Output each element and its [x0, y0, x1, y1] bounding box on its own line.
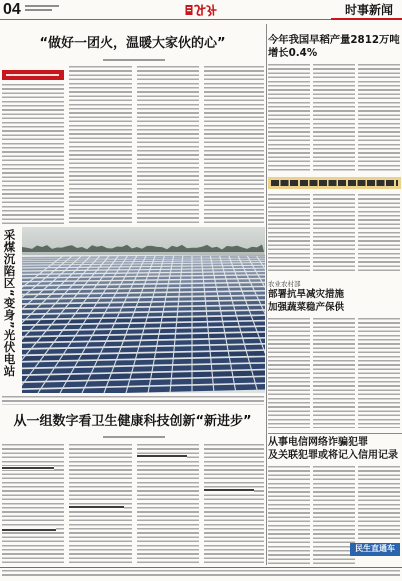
footer-rule — [0, 567, 402, 568]
photo-story-title: 采煤沉陷区“变身”光伏电站 — [2, 229, 17, 378]
body-text-column — [268, 194, 310, 272]
body-text-column — [137, 66, 199, 224]
photo-caption — [2, 396, 264, 405]
header-rule — [0, 19, 331, 20]
solar-farm-photo — [22, 227, 265, 393]
body-text-column — [313, 466, 355, 565]
footer-text — [2, 570, 400, 576]
body-text-column — [358, 318, 400, 428]
fraud-story-headline-line2: 及关联犯罪或将记入信用记录 — [268, 450, 398, 461]
section-title: 时事新闻 — [345, 3, 394, 17]
body-text-column — [268, 466, 310, 565]
article-subhead — [69, 505, 124, 509]
date-line — [25, 9, 52, 11]
body-text-column — [313, 194, 355, 272]
article-subhead — [204, 488, 254, 492]
body-text-column — [313, 318, 355, 428]
section-rule — [331, 18, 402, 20]
body-text-column — [358, 194, 400, 272]
agri-story-headline-line1: 部署抗旱减灾措施 — [268, 289, 345, 300]
haze — [22, 252, 265, 322]
body-text-column — [204, 444, 264, 565]
main-story-headline: “做好一团火，温暖大家伙的心” — [39, 36, 226, 51]
rice-story-headline-line1: 今年我国早稻产量2812万吨 — [268, 34, 400, 46]
agri-story-headline-line2: 加强蔬菜稳产保供 — [268, 302, 345, 313]
article-subhead — [137, 454, 187, 458]
column-tag — [350, 543, 400, 556]
main-story-byline — [103, 59, 165, 61]
agri-story-kicker: 农业农村部 — [268, 280, 301, 288]
highlighted-headline-text — [271, 180, 398, 186]
health-story-headline: 从一组数字看卫生健康科技创新“新进步” — [13, 414, 252, 429]
body-text-column — [313, 64, 355, 172]
fraud-story-headline-line1: 从事电信网络诈骗犯罪 — [268, 437, 368, 448]
body-text-column — [69, 66, 132, 224]
newspaper-logo — [185, 2, 217, 18]
article-subhead — [2, 466, 54, 470]
body-text-column — [137, 444, 199, 565]
article-subhead — [2, 528, 56, 532]
body-text-column — [268, 318, 310, 428]
health-story-byline — [103, 436, 165, 438]
body-text-column — [2, 84, 64, 224]
column-divider — [266, 24, 267, 565]
main-story-label — [2, 70, 64, 80]
column-tag-label: 民生直通车 — [355, 544, 395, 553]
body-text-column — [2, 444, 64, 565]
body-text-column — [268, 64, 310, 172]
highlighted-headline — [268, 177, 401, 189]
rice-story-headline-line2: 增长0.4% — [268, 47, 318, 59]
main-story-label-text — [6, 74, 59, 76]
page-number: 04 — [3, 1, 21, 18]
body-text-column — [358, 64, 400, 172]
date-line — [25, 5, 59, 7]
body-text-column — [204, 66, 264, 224]
story-separator — [268, 433, 402, 434]
body-text-column — [358, 466, 400, 539]
